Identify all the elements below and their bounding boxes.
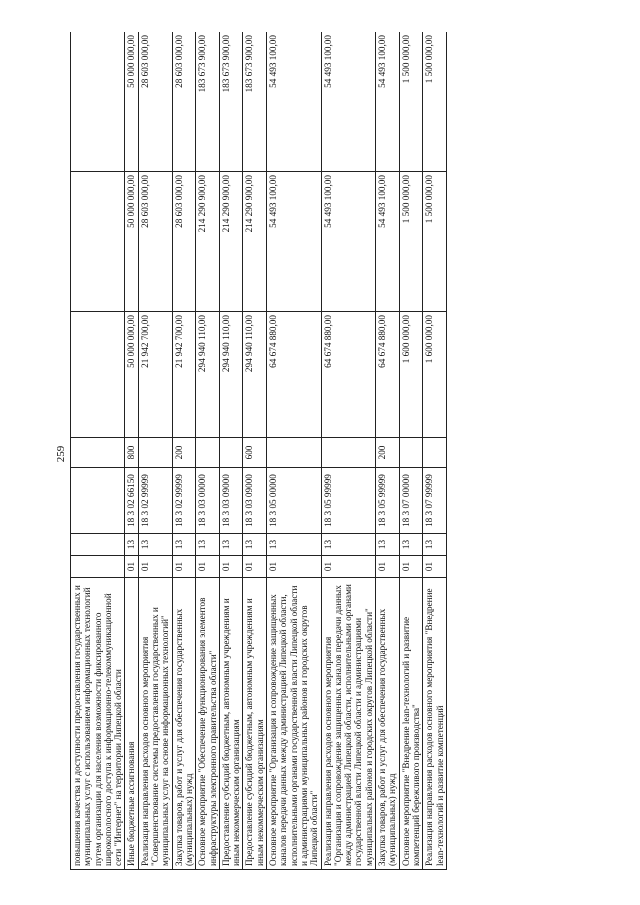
row-amount-3: 1 500 000,00 bbox=[399, 32, 423, 172]
row-target-code: 18 3 07 00000 bbox=[399, 468, 423, 534]
row-amount-2: 214 290 900,00 bbox=[196, 172, 220, 312]
row-vr-code bbox=[219, 438, 243, 468]
row-amount-2: 28 603 000,00 bbox=[138, 172, 172, 312]
row-rz-code: 13 bbox=[196, 534, 220, 556]
row-target-code: 18 3 05 99999 bbox=[376, 468, 400, 534]
row-vr-code: 800 bbox=[125, 438, 138, 468]
row-gr-code: 01 bbox=[172, 556, 196, 578]
row-amount-1: 50 000 000,00 bbox=[125, 312, 138, 438]
row-description: Реализация направления расходов основного мероприятия "Совершенствование системы предоставления государственных и муниципальных услуг на основе информационных технологий" bbox=[138, 578, 172, 870]
row-rz-code: 13 bbox=[321, 534, 375, 556]
row-amount-3: 54 493 100,00 bbox=[267, 32, 321, 172]
row-vr-code bbox=[423, 438, 447, 468]
row-amount-1: 64 674 880,00 bbox=[376, 312, 400, 438]
row-rz-code: 13 bbox=[243, 534, 267, 556]
row-amount-3: 183 673 900,00 bbox=[219, 32, 243, 172]
row-gr-code: 01 bbox=[321, 556, 375, 578]
row-rz-code: 13 bbox=[376, 534, 400, 556]
table-row bbox=[243, 32, 267, 870]
row-vr-code: 200 bbox=[376, 438, 400, 468]
row-rz-code: 13 bbox=[125, 534, 138, 556]
row-target-code: 18 3 03 09000 bbox=[243, 468, 267, 534]
row-rz-code: 13 bbox=[172, 534, 196, 556]
row-gr-code: 01 bbox=[423, 556, 447, 578]
table-row bbox=[219, 32, 243, 870]
row-target-code: 18 3 02 99999 bbox=[172, 468, 196, 534]
row-amount-1: 294 940 110,00 bbox=[243, 312, 267, 438]
table-row bbox=[399, 32, 423, 870]
row-description: Основное мероприятие "Внедрение lean-технологий и развитие компетенций бережливого производства" bbox=[399, 578, 423, 870]
row-target-code: 18 3 05 00000 bbox=[267, 468, 321, 534]
document-page bbox=[70, 32, 609, 870]
budget-table-body bbox=[71, 32, 447, 870]
row-vr-code: 200 bbox=[172, 438, 196, 468]
row-vr-code bbox=[321, 438, 375, 468]
table-row bbox=[321, 32, 375, 870]
row-target-code: 18 3 07 99999 bbox=[423, 468, 447, 534]
row-amount-3: 1 500 000,00 bbox=[423, 32, 447, 172]
row-rz-code bbox=[71, 534, 125, 556]
row-amount-1: 21 942 700,00 bbox=[138, 312, 172, 438]
row-amount-3 bbox=[71, 32, 125, 172]
row-amount-2: 54 493 100,00 bbox=[321, 172, 375, 312]
row-description: повышения качества и доступности предоставления государственных и муниципальных услуг с использованием информационных технологий путем организации для населения возможности фиксированного широкополосного доступа к информационно-телекоммуникационной сети "Интернет" на территории Липецкой области bbox=[71, 578, 125, 870]
row-gr-code: 01 bbox=[219, 556, 243, 578]
row-gr-code: 01 bbox=[399, 556, 423, 578]
row-amount-2: 50 000 000,00 bbox=[125, 172, 138, 312]
row-vr-code bbox=[138, 438, 172, 468]
row-description: Закупка товаров, работ и услуг для обеспечения государственных (муниципальных) нужд bbox=[172, 578, 196, 870]
row-rz-code: 13 bbox=[399, 534, 423, 556]
table-row bbox=[376, 32, 400, 870]
row-amount-1: 1 600 000,00 bbox=[423, 312, 447, 438]
row-amount-1: 64 674 880,00 bbox=[267, 312, 321, 438]
page-number: 259 bbox=[55, 445, 67, 463]
row-amount-3: 54 493 100,00 bbox=[376, 32, 400, 172]
row-gr-code: 01 bbox=[243, 556, 267, 578]
row-vr-code bbox=[399, 438, 423, 468]
table-row bbox=[138, 32, 172, 870]
row-amount-3: 50 000 000,00 bbox=[125, 32, 138, 172]
row-description: Иные бюджетные ассигнования bbox=[125, 578, 138, 870]
table-row bbox=[172, 32, 196, 870]
row-rz-code: 13 bbox=[219, 534, 243, 556]
row-vr-code: 600 bbox=[243, 438, 267, 468]
row-amount-2 bbox=[71, 172, 125, 312]
row-rz-code: 13 bbox=[267, 534, 321, 556]
row-gr-code bbox=[71, 556, 125, 578]
row-amount-3: 28 603 000,00 bbox=[138, 32, 172, 172]
row-gr-code: 01 bbox=[267, 556, 321, 578]
row-amount-2: 54 493 100,00 bbox=[376, 172, 400, 312]
row-amount-3: 183 673 900,00 bbox=[243, 32, 267, 172]
row-vr-code bbox=[196, 438, 220, 468]
row-target-code: 18 3 03 00000 bbox=[196, 468, 220, 534]
row-amount-1: 64 674 880,00 bbox=[321, 312, 375, 438]
table-row bbox=[196, 32, 220, 870]
row-amount-1 bbox=[71, 312, 125, 438]
row-description: Реализация направления расходов основного мероприятия "Внедрение lean-технологий и развитие компетенций bbox=[423, 578, 447, 870]
table-row bbox=[423, 32, 447, 870]
table-row bbox=[267, 32, 321, 870]
row-gr-code: 01 bbox=[125, 556, 138, 578]
row-amount-1: 21 942 700,00 bbox=[172, 312, 196, 438]
row-amount-2: 1 500 000,00 bbox=[423, 172, 447, 312]
row-description: Предоставление субсидий бюджетным, автономным учреждениям и иным некоммерческим организациям bbox=[243, 578, 267, 870]
row-description: Основное мероприятие "Организация и сопровождение защищенных каналов передачи данных между администрацией Липецкой области, исполнительными органами государственной власти Липецкой области и администрациями муниципальных районов и городских округов Липецкой области" bbox=[267, 578, 321, 870]
row-target-code: 18 3 02 66150 bbox=[125, 468, 138, 534]
row-amount-2: 28 603 000,00 bbox=[172, 172, 196, 312]
row-amount-1: 294 940 110,00 bbox=[219, 312, 243, 438]
row-rz-code: 13 bbox=[138, 534, 172, 556]
row-target-code bbox=[71, 468, 125, 534]
row-target-code: 18 3 03 09000 bbox=[219, 468, 243, 534]
row-amount-1: 1 600 000,00 bbox=[399, 312, 423, 438]
rotated-table-container bbox=[70, 32, 609, 870]
row-vr-code bbox=[71, 438, 125, 468]
row-amount-3: 28 603 000,00 bbox=[172, 32, 196, 172]
row-gr-code: 01 bbox=[196, 556, 220, 578]
table-row bbox=[71, 32, 125, 870]
row-description: Реализация направления расходов основного мероприятия "Организация и сопровождение защищенных каналов передачи данных между администрацией Липецкой области, исполнительными органами государственной власти Липецкой области и администрациями муниципальных районов и городских округов Липецкой области" bbox=[321, 578, 375, 870]
row-amount-2: 54 493 100,00 bbox=[267, 172, 321, 312]
row-amount-2: 1 500 000,00 bbox=[399, 172, 423, 312]
row-rz-code: 13 bbox=[423, 534, 447, 556]
row-target-code: 18 3 05 99999 bbox=[321, 468, 375, 534]
row-description: Предоставление субсидий бюджетным, автономным учреждениям и иным некоммерческим организациям bbox=[219, 578, 243, 870]
row-amount-2: 214 290 900,00 bbox=[243, 172, 267, 312]
budget-table bbox=[70, 32, 447, 870]
row-vr-code bbox=[267, 438, 321, 468]
row-description: Закупка товаров, работ и услуг для обеспечения государственных (муниципальных) нужд bbox=[376, 578, 400, 870]
row-amount-3: 54 493 100,00 bbox=[321, 32, 375, 172]
row-gr-code: 01 bbox=[138, 556, 172, 578]
table-row bbox=[125, 32, 138, 870]
row-amount-2: 214 290 900,00 bbox=[219, 172, 243, 312]
row-gr-code: 01 bbox=[376, 556, 400, 578]
row-target-code: 18 3 02 99999 bbox=[138, 468, 172, 534]
row-description: Основное мероприятие "Обеспечение функционирования элементов инфраструктуры электронного правительства области" bbox=[196, 578, 220, 870]
row-amount-1: 294 940 110,00 bbox=[196, 312, 220, 438]
row-amount-3: 183 673 900,00 bbox=[196, 32, 220, 172]
